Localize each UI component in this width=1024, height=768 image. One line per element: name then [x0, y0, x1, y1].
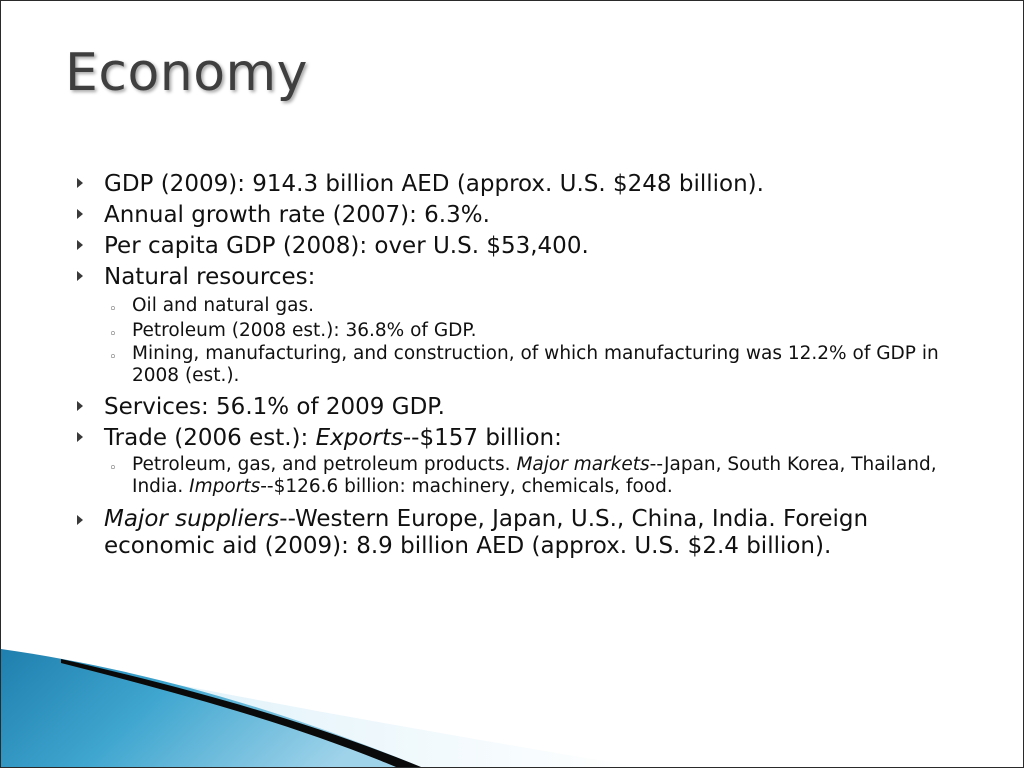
sub-bullet-text: Oil and natural gas.	[132, 295, 315, 316]
triangle-bullet-icon	[77, 271, 83, 281]
bullet-natural-resources	[75, 262, 955, 293]
sub-bullet-petroleum	[75, 318, 955, 343]
imports-label: Imports	[189, 476, 261, 497]
trade-detail-part3: --$126.6 billion: machinery, chemicals, food.	[260, 476, 673, 497]
trade-prefix: Trade (2006 est.):	[104, 425, 316, 451]
trade-detail-part1: Petroleum, gas, and petroleum products.	[132, 454, 517, 475]
bullet-text: Natural resources:	[104, 264, 316, 290]
bullet-gdp	[75, 169, 955, 200]
trade-detail-part2: --Japan, South Korea, Thailand, India.	[132, 454, 937, 497]
triangle-bullet-icon	[77, 432, 83, 442]
bullet-services	[75, 392, 955, 423]
bullet-text: Per capita GDP (2008): over U.S. $53,400.	[104, 233, 589, 259]
bullet-suppliers	[75, 506, 955, 560]
triangle-bullet-icon	[77, 515, 83, 525]
triangle-bullet-icon	[77, 401, 83, 411]
bullet-text: GDP (2009): 914.3 billion AED (approx. U.S. $248 billion).	[104, 171, 764, 197]
bullet-text: Annual growth rate (2007): 6.3%.	[104, 202, 490, 228]
triangle-bullet-icon	[77, 209, 83, 219]
circle-bullet-icon: ◦	[109, 327, 117, 342]
bullet-growth	[75, 200, 955, 231]
sub-bullet-oil	[75, 293, 955, 318]
sub-bullet-trade-detail	[75, 454, 955, 498]
circle-bullet-icon: ◦	[109, 302, 117, 317]
triangle-bullet-icon	[77, 178, 83, 188]
exports-value: --$157 billion:	[402, 425, 562, 451]
major-markets-label: Major markets	[516, 454, 650, 475]
bullet-per-capita	[75, 231, 955, 262]
sub-bullet-text: Mining, manufacturing, and construction, of which manufacturing was 12.2% of GDP in 2008 (est.).	[132, 343, 939, 386]
circle-bullet-icon: ◦	[109, 461, 117, 476]
suppliers-text: --Western Europe, Japan, U.S., China, India. Foreign economic aid (2009): 8.9 billion AED (approx. U.S. $2.4 billion).	[104, 506, 869, 559]
sub-bullet-mining	[75, 343, 955, 387]
exports-label: Exports	[315, 425, 403, 451]
major-suppliers-label: Major suppliers	[104, 506, 280, 532]
triangle-bullet-icon	[77, 240, 83, 250]
bullet-trade	[75, 423, 955, 454]
circle-bullet-icon: ◦	[109, 350, 117, 365]
slide-title: Economy	[65, 43, 308, 103]
sub-bullet-text: Petroleum (2008 est.): 36.8% of GDP.	[132, 320, 477, 341]
bullet-text: Services: 56.1% of 2009 GDP.	[104, 394, 445, 420]
slide-body	[75, 169, 955, 560]
